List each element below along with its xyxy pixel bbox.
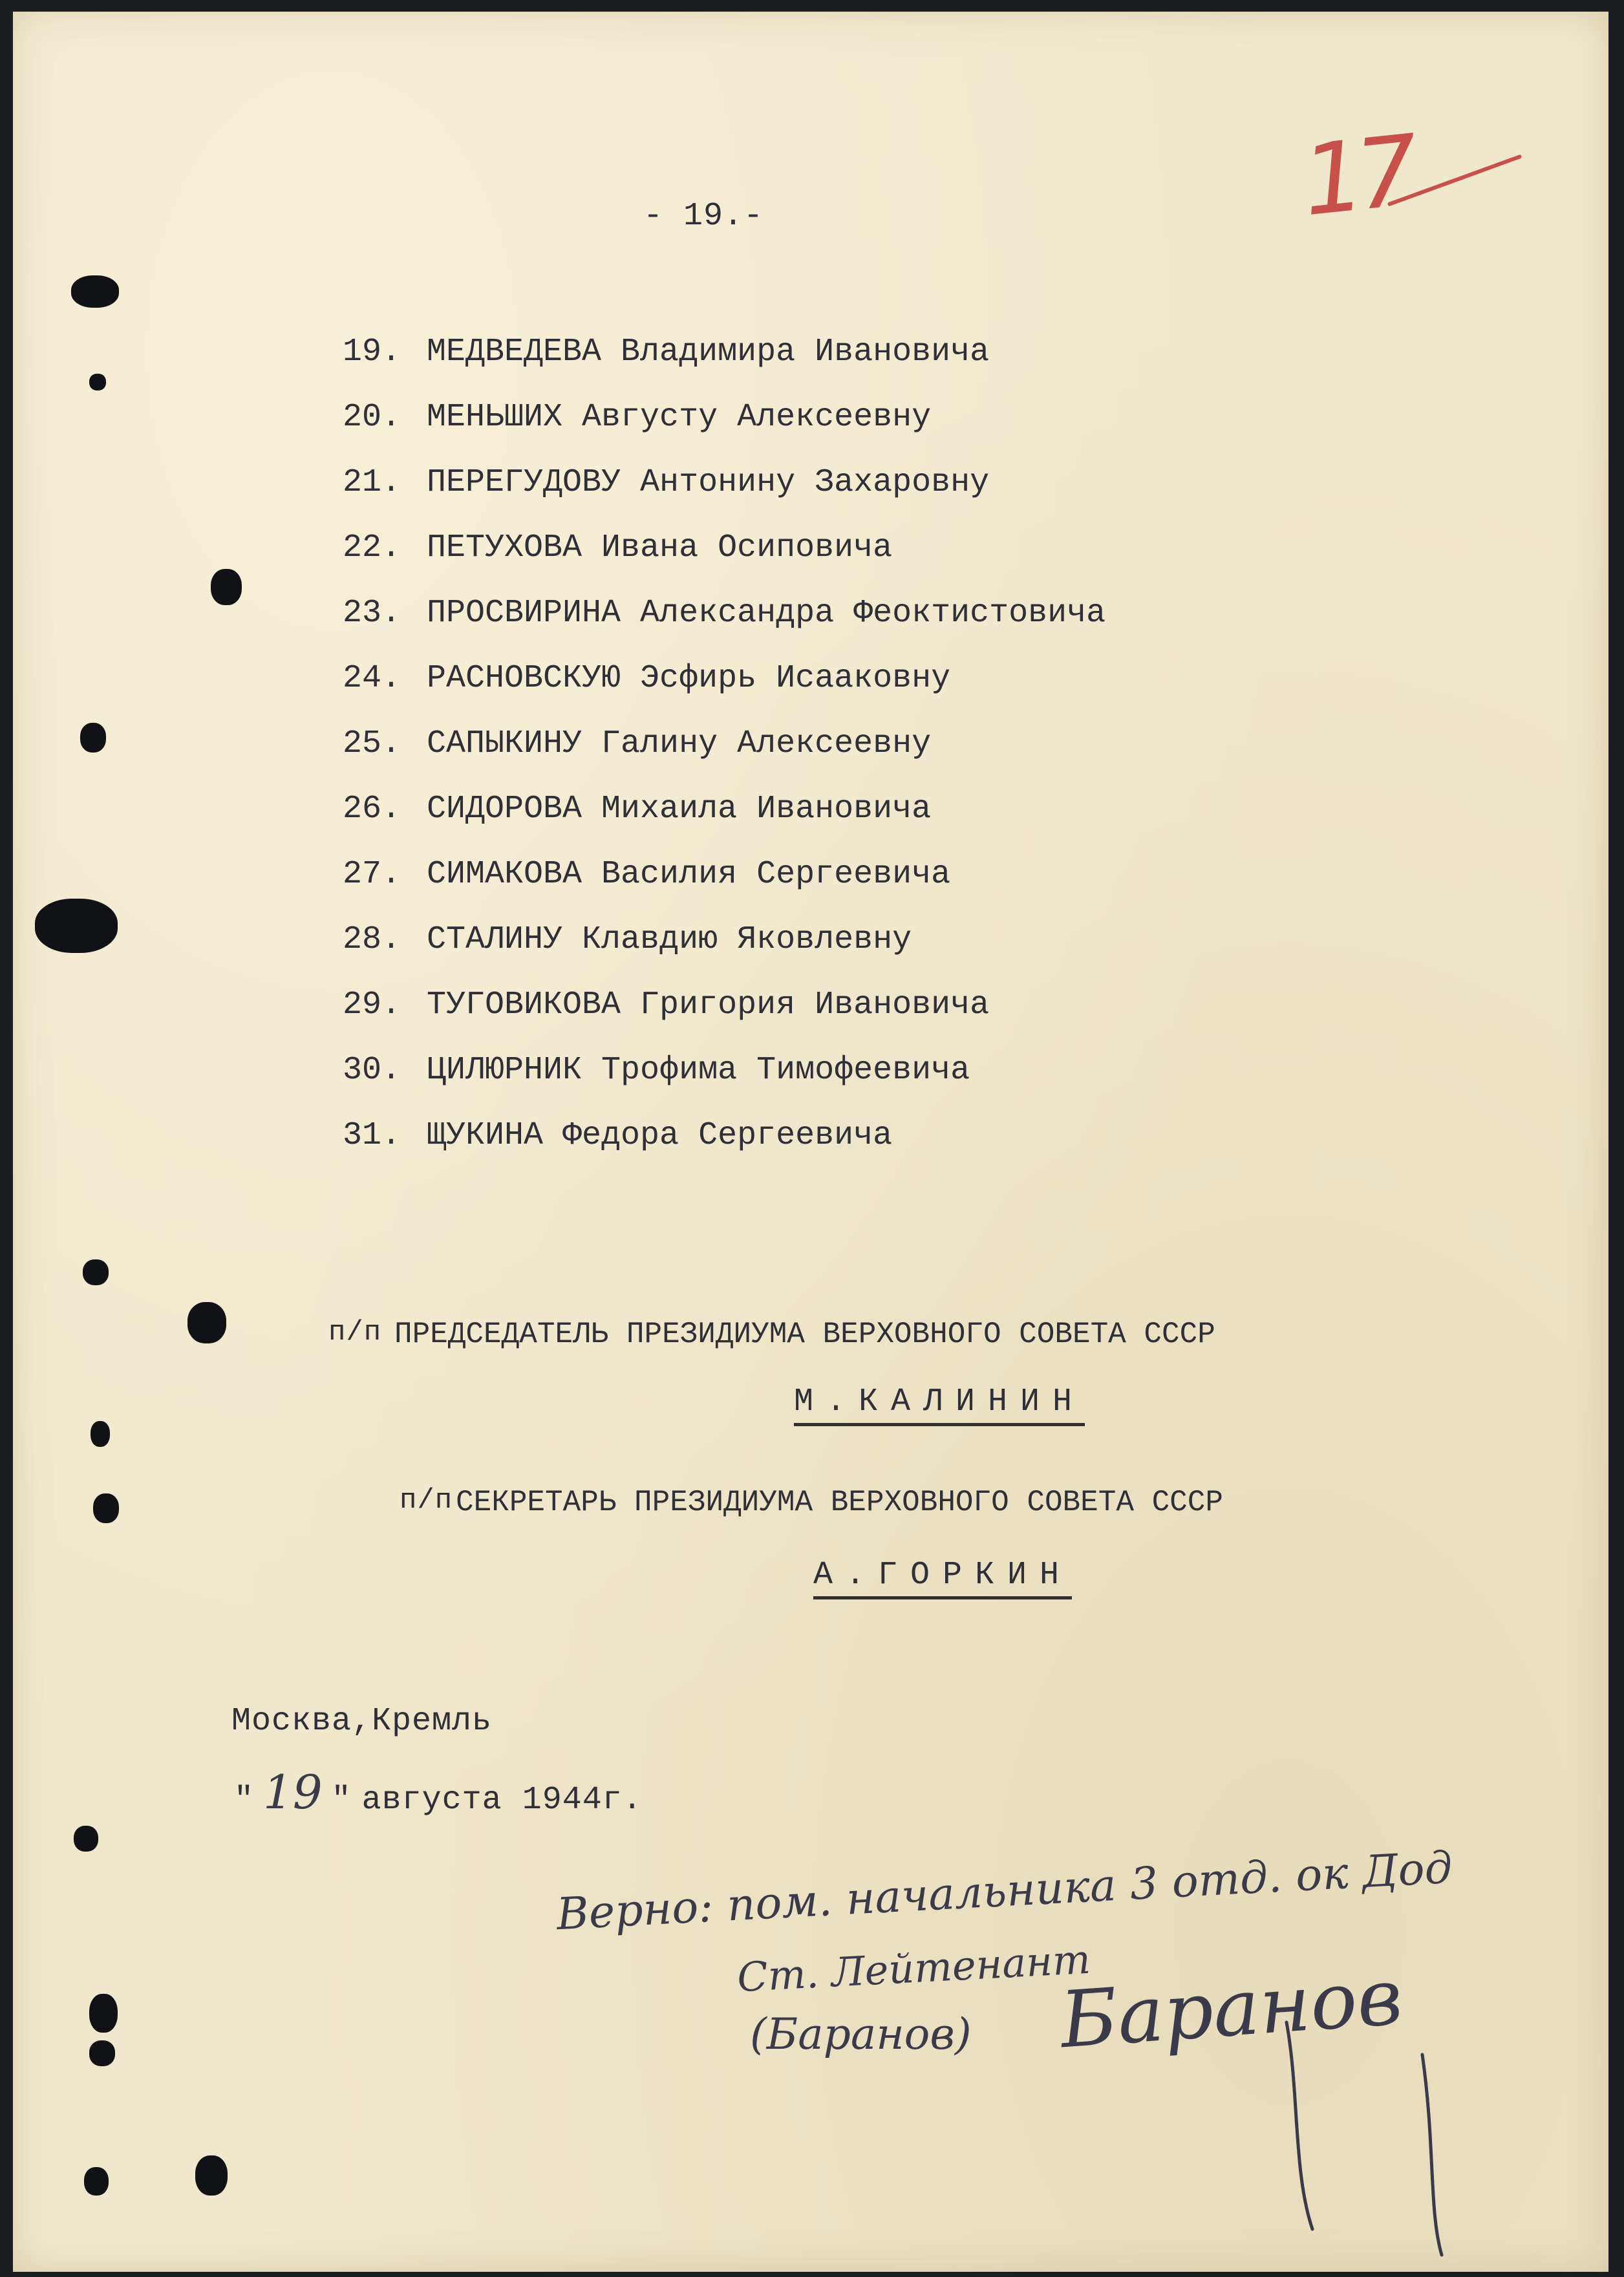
secretary-signed-mark: п/п	[400, 1484, 453, 1517]
certification-rank: Ст. Лейтенант	[736, 1935, 1092, 2002]
list-item	[343, 460, 1106, 526]
list-item-number: 29.	[343, 987, 401, 1023]
list-item-number: 20.	[343, 399, 401, 436]
punch-hole	[84, 2167, 109, 2196]
punch-hole	[89, 1994, 118, 2033]
chair-signed-mark: п/п	[328, 1316, 382, 1349]
list-item	[343, 591, 1106, 656]
punch-hole	[71, 275, 119, 308]
list-item-name: СТАЛИНУ Клавдию Яковлевну	[427, 921, 912, 958]
secretary-title: СЕКРЕТАРЬ ПРЕЗИДИУМА ВЕРХОВНОГО СОВЕТА СССР	[456, 1486, 1223, 1519]
date-month-year: августа 1944г.	[361, 1782, 643, 1819]
list-item-name: СИМАКОВА Василия Сергеевича	[427, 856, 951, 893]
list-item-name: ЦИЛЮРНИК Трофима Тимофеевича	[427, 1052, 970, 1089]
punch-hole	[80, 723, 106, 753]
list-item-number: 24.	[343, 660, 401, 697]
list-item	[343, 1113, 1106, 1179]
list-item-name: МЕНЬШИХ Августу Алексеевну	[427, 399, 932, 436]
award-list	[343, 330, 1106, 1179]
handwritten-signature: Баранов	[1057, 1952, 1405, 2066]
punch-hole	[91, 1421, 110, 1447]
list-item-number: 21.	[343, 464, 401, 501]
chair-title: ПРЕДСЕДАТЕЛЬ ПРЕЗИДИУМА ВЕРХОВНОГО СОВЕТА СССР	[394, 1318, 1215, 1351]
list-item-number: 26.	[343, 791, 401, 828]
list-item-number: 25.	[343, 725, 401, 762]
certification-name: (Баранов)	[750, 2009, 972, 2059]
punch-hole	[74, 1826, 98, 1852]
list-item-name: ПЕТУХОВА Ивана Осиповича	[427, 529, 893, 566]
list-item-name: СИДОРОВА Михаила Ивановича	[427, 791, 932, 828]
list-item	[343, 983, 1106, 1048]
date-close-quote: "	[331, 1782, 352, 1819]
signature-flourish	[1274, 2016, 1480, 2261]
list-item	[343, 526, 1106, 591]
list-item-name: РАСНОВСКУЮ Эсфирь Исааковну	[427, 660, 951, 697]
list-item-number: 30.	[343, 1052, 401, 1089]
secretary-name: А.ГОРКИН	[813, 1557, 1072, 1599]
page-number: - 19.-	[643, 198, 764, 235]
list-item-number: 31.	[343, 1117, 401, 1154]
list-item-name: МЕДВЕДЕВА Владимира Ивановича	[427, 334, 990, 370]
place-line: Москва,Кремль	[231, 1703, 493, 1740]
list-item	[343, 852, 1106, 917]
list-item	[343, 395, 1106, 460]
punch-hole	[195, 2155, 228, 2196]
list-item-name: ПРОСВИРИНА Александра Феоктистовича	[427, 595, 1106, 632]
punch-hole	[211, 569, 242, 605]
list-item	[343, 787, 1106, 852]
list-item-number: 23.	[343, 595, 401, 632]
punch-hole	[83, 1259, 109, 1285]
list-item-name: ТУГОВИКОВА Григория Ивановича	[427, 987, 990, 1023]
punch-hole	[89, 2040, 115, 2066]
list-item-name: ЩУКИНА Федора Сергеевича	[427, 1117, 893, 1154]
list-item	[343, 1048, 1106, 1113]
list-item	[343, 917, 1106, 983]
list-item-name: ПЕРЕГУДОВУ Антонину Захаровну	[427, 464, 990, 501]
chair-name: М.КАЛИНИН	[794, 1384, 1085, 1426]
list-item	[343, 330, 1106, 395]
archive-page-mark: 17	[1297, 114, 1416, 239]
document-page	[13, 12, 1608, 2272]
list-item	[343, 722, 1106, 787]
list-item-name: САПЫКИНУ Галину Алексеевну	[427, 725, 932, 762]
list-item-number: 28.	[343, 921, 401, 958]
list-item-number: 27.	[343, 856, 401, 893]
punch-hole	[89, 374, 106, 390]
date-line	[234, 1765, 643, 1819]
list-item-number: 22.	[343, 529, 401, 566]
punch-hole	[35, 899, 118, 953]
certification-line: Верно: пом. начальника 3 отд. ок Дод	[555, 1842, 1454, 1941]
date-open-quote: "	[234, 1782, 255, 1819]
list-item-number: 19.	[343, 334, 401, 370]
date-day-handwritten: 19	[263, 1765, 323, 1819]
list-item	[343, 656, 1106, 722]
punch-hole	[93, 1493, 119, 1523]
punch-hole	[187, 1302, 226, 1343]
